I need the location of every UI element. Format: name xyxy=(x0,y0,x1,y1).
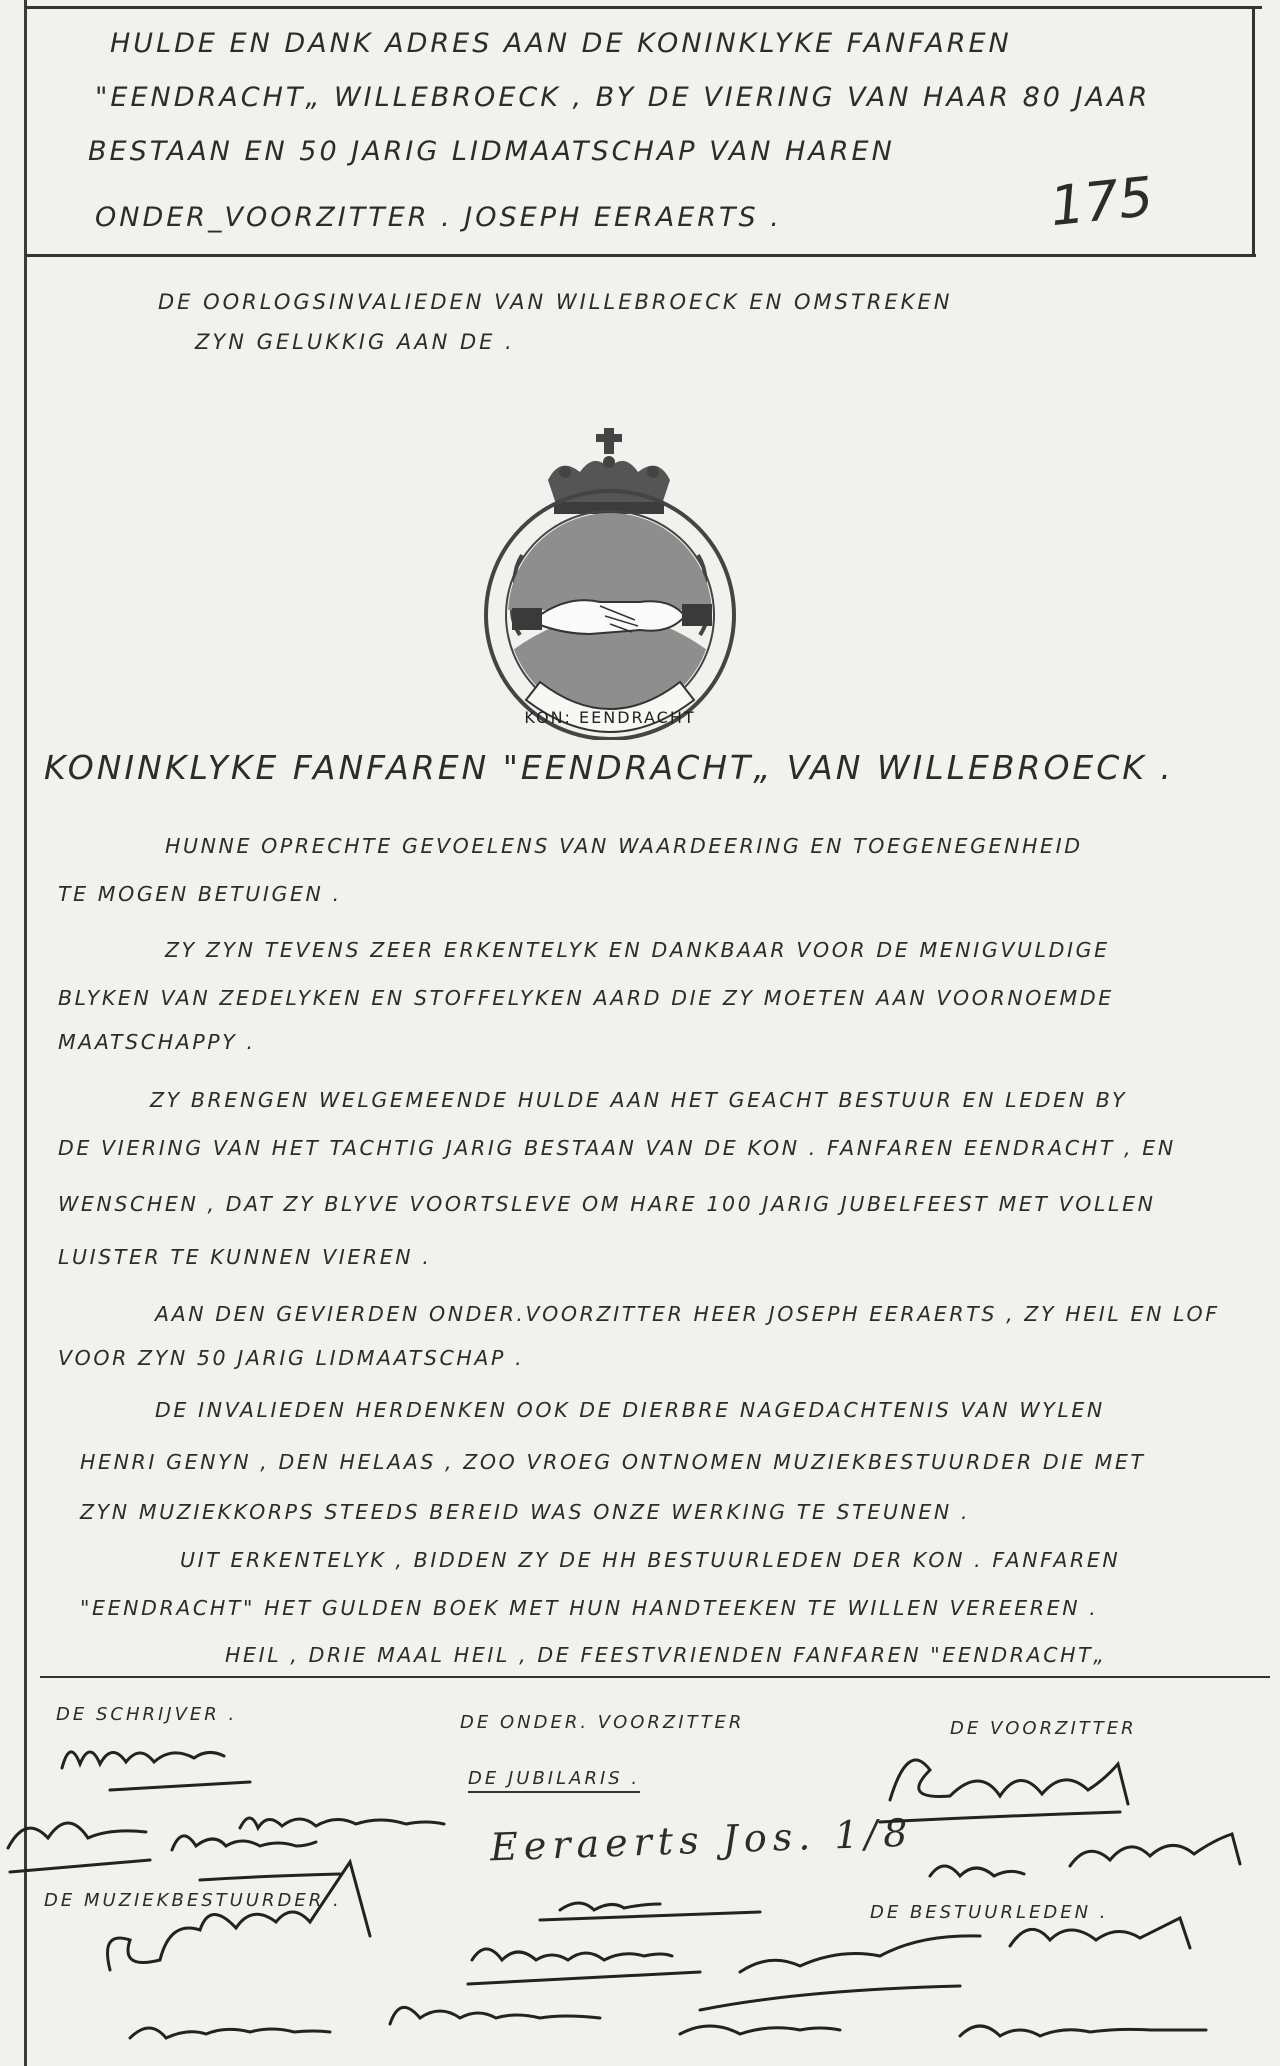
body-line-4: BLYKEN VAN ZEDELYKEN EN STOFFELYKEN AARD DIE ZY MOETEN AAN VOORNOEMDE xyxy=(58,986,1114,1010)
page-number: 175 xyxy=(1046,164,1157,239)
signature-7 xyxy=(1070,1834,1240,1866)
body-line-12: DE INVALIEDEN HERDENKEN OOK DE DIERBRE NAGEDACHTENIS VAN WYLEN xyxy=(155,1398,1105,1422)
signature-2 xyxy=(240,1818,444,1828)
header-line-4: ONDER_VOORZITTER . JOSEPH EERAERTS . xyxy=(95,202,782,233)
signature-3 xyxy=(8,1823,146,1848)
society-title: KONINKLYKE FANFAREN "EENDRACHT„ VAN WILLEBROECK . xyxy=(44,748,1174,787)
top-border xyxy=(26,6,1262,9)
body-line-10: AAN DEN GEVIERDEN ONDER.VOORZITTER HEER JOSEPH EERAERTS , ZY HEIL EN LOF xyxy=(155,1302,1220,1326)
role-bestuurleden: DE BESTUURLEDEN . xyxy=(870,1902,1109,1923)
role-schrijver: DE SCHRIJVER . xyxy=(56,1704,238,1725)
signature-11 xyxy=(740,1936,980,1972)
header-line-1: HULDE EN DANK ADRES AAN DE KONINKLYKE FANFAREN xyxy=(110,28,1012,59)
signature-15 xyxy=(960,2026,1206,2036)
body-line-13: HENRI GENYN , DEN HELAAS , ZOO VROEG ONTNOMEN MUZIEKBESTUURDER DIE MET xyxy=(80,1450,1146,1474)
body-line-5: MAATSCHAPPY . xyxy=(58,1030,256,1054)
body-line-8: WENSCHEN , DAT ZY BLYVE VOORTSLEVE OM HARE 100 JARIG JUBELFEEST MET VOLLEN xyxy=(58,1192,1156,1216)
handwritten-signatures xyxy=(0,1690,1280,2066)
body-line-7: DE VIERING VAN HET TACHTIG JARIG BESTAAN VAN DE KON . FANFAREN EENDRACHT , EN xyxy=(58,1136,1176,1160)
signature-10 xyxy=(472,1949,672,1960)
signature-4 xyxy=(172,1836,316,1850)
intro-line-2: ZYN GELUKKIG AAN DE . xyxy=(195,330,515,354)
body-line-17: HEIL , DRIE MAAL HEIL , DE FEESTVRIENDEN FANFAREN "EENDRACHT„ xyxy=(225,1643,1107,1667)
body-line-6: ZY BRENGEN WELGEMEENDE HULDE AAN HET GEACHT BESTUUR EN LEDEN BY xyxy=(150,1088,1128,1112)
signature-schrijver xyxy=(62,1752,224,1768)
header-right-border xyxy=(1252,6,1255,256)
crown-icon xyxy=(548,428,670,514)
society-emblem xyxy=(470,420,750,740)
body-line-14: ZYN MUZIEKKORPS STEEDS BEREID WAS ONZE WERKING TE STEUNEN . xyxy=(80,1500,971,1524)
signature-6 xyxy=(930,1866,1024,1876)
body-line-11: VOOR ZYN 50 JARIG LIDMAATSCHAP . xyxy=(58,1346,525,1370)
jubilaris-signature: Eeraerts Jos. 1/8 xyxy=(489,1810,915,1870)
body-line-15: UIT ERKENTELYK , BIDDEN ZY DE HH BESTUURLEDEN DER KON . FANFAREN xyxy=(180,1548,1121,1572)
header-line-2: "EENDRACHT„ WILLEBROECK , BY DE VIERING VAN HAAR 80 JAAR xyxy=(95,82,1151,113)
body-line-9: LUISTER TE KUNNEN VIEREN . xyxy=(58,1245,432,1269)
signature-divider xyxy=(40,1676,1270,1678)
body-line-16: "EENDRACHT" HET GULDEN BOEK MET HUN HANDTEEKEN TE WILLEN VEREEREN . xyxy=(80,1596,1099,1620)
intro-line-1: DE OORLOGSINVALIEDEN VAN WILLEBROECK EN OMSTREKEN xyxy=(158,290,953,314)
role-muziekbestuurder: DE MUZIEKBESTUURDER . xyxy=(44,1890,342,1911)
role-voorzitter: DE VOORZITTER xyxy=(950,1718,1137,1739)
signature-voorzitter xyxy=(890,1760,1128,1804)
signature-12 xyxy=(680,2026,840,2034)
emblem-label: KON: EENDRACHT xyxy=(524,708,696,727)
role-onder-voorzitter: DE ONDER. VOORZITTER xyxy=(460,1712,745,1733)
signature-8 xyxy=(560,1903,660,1910)
signature-14 xyxy=(390,2007,600,2024)
signature-16 xyxy=(1010,1918,1190,1948)
header-line-3: BESTAAN EN 50 JARIG LIDMAATSCHAP VAN HAREN xyxy=(88,136,895,167)
body-line-3: ZY ZYN TEVENS ZEER ERKENTELYK EN DANKBAAR VOOR DE MENIGVULDIGE xyxy=(165,938,1110,962)
signature-13 xyxy=(130,2028,330,2038)
role-jubilaris: DE JUBILARIS . xyxy=(468,1768,640,1793)
body-line-2: TE MOGEN BETUIGEN . xyxy=(58,882,342,906)
header-divider xyxy=(26,254,1256,257)
body-line-1: HUNNE OPRECHTE GEVOELENS VAN WAARDEERING EN TOEGENEGENHEID xyxy=(165,834,1083,858)
